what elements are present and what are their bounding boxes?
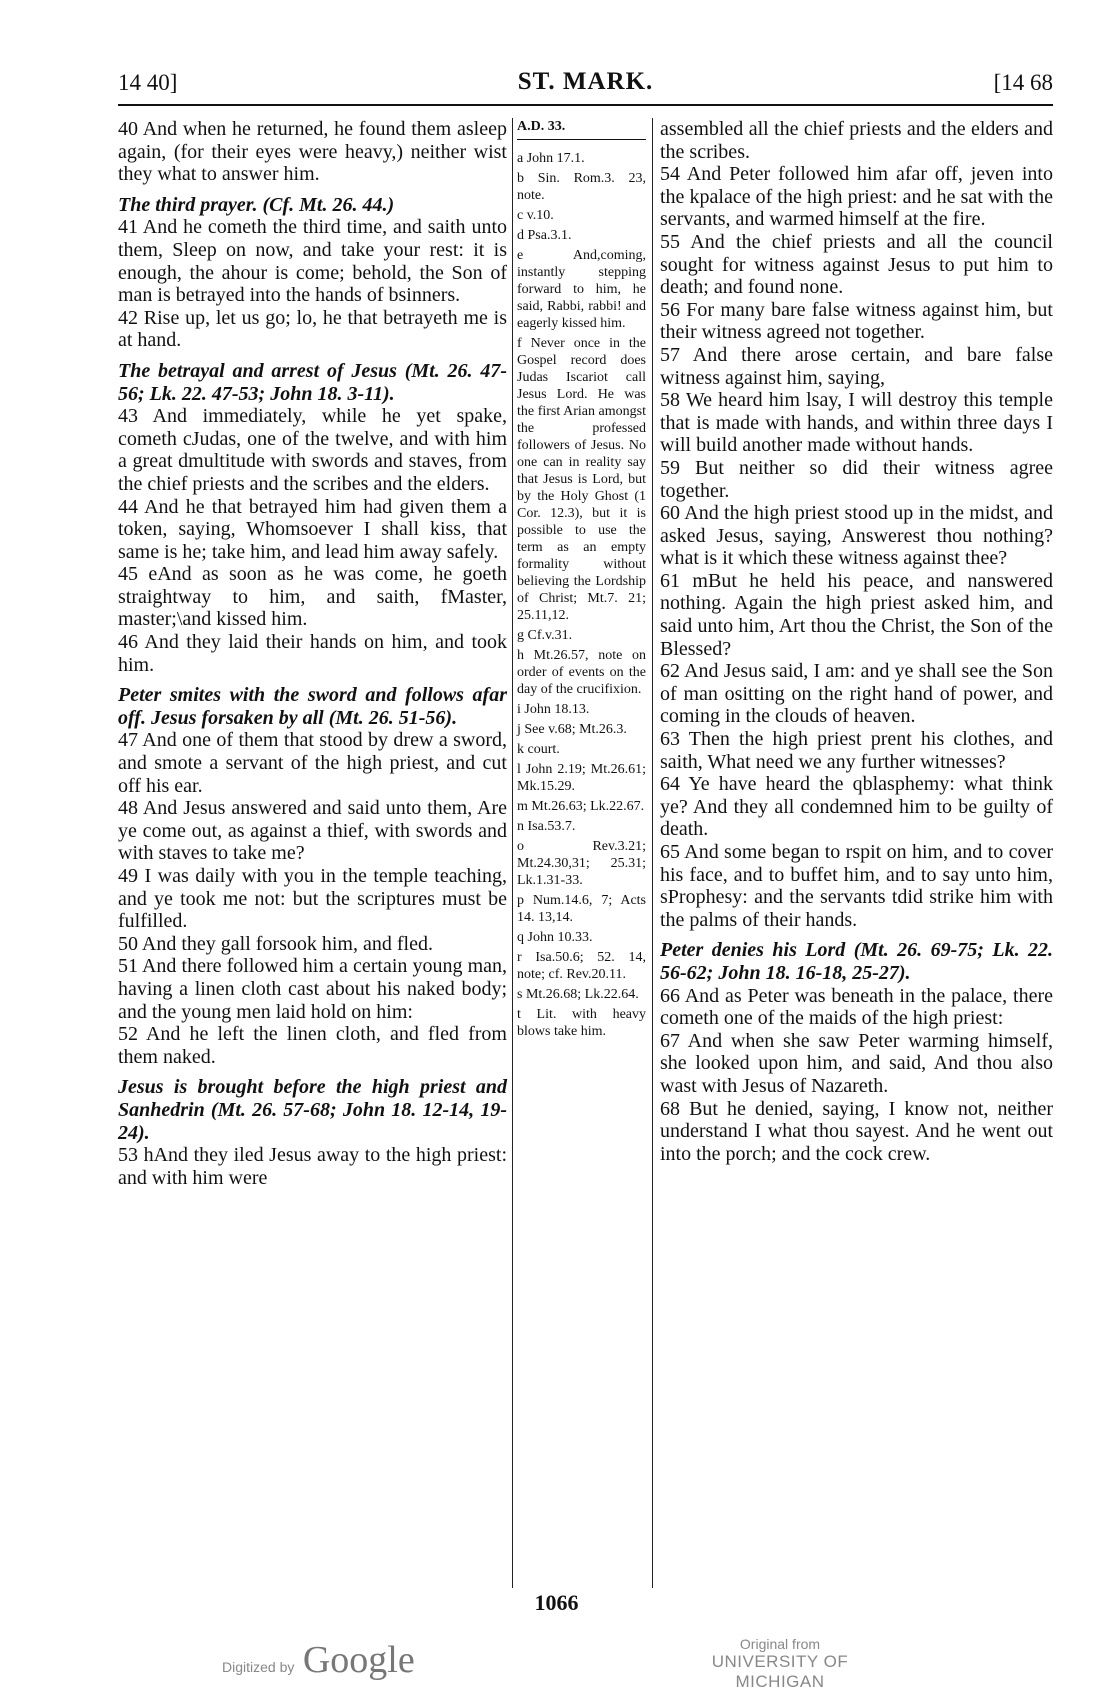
verse-paragraph: 60 And the high priest stood up in the midst, and asked Jesus, saying, Answerest thou nothing? what is it which these witness against thee? — [660, 502, 1053, 570]
margin-note: d Psa.3.1. — [517, 228, 572, 243]
margin-note: q John 10.33. — [517, 930, 593, 945]
verse-paragraph: 41 And he cometh the third time, and saith unto them, Sleep on now, and take your rest: it is enough, the ahour is come; behold, the Son of man is betrayed into the hands of bsinners. — [118, 216, 507, 307]
margin-note: m Mt.26.63; Lk.22.67. — [517, 799, 645, 814]
column-divider-left — [512, 118, 513, 1588]
verse-paragraph: 53 hAnd they iled Jesus away to the high priest: and with him were — [118, 1144, 507, 1189]
running-header — [118, 64, 1053, 104]
header-title: ST. MARK. — [517, 68, 654, 95]
verse-paragraph: 42 Rise up, let us go; lo, he that betrayeth me is at hand. — [118, 306, 507, 352]
verse-paragraph: 51 And there followed him a certain young man, having a linen cloth cast about his naked body; and the young men laid hold on him: — [118, 955, 507, 1023]
right-text-column — [660, 118, 1053, 1165]
margin-note: i John 18.13. — [517, 702, 590, 717]
header-right: [14 68 — [993, 70, 1053, 95]
margin-note: j See v.68; Mt.26.3. — [517, 722, 627, 737]
verse-paragraph: 68 But he denied, saying, I know not, neither understand I what thou sayest. And he went out into the porch; and the cock crew. — [660, 1097, 1053, 1165]
page-number: 1066 — [534, 1590, 579, 1615]
verse-paragraph: 49 I was daily with you in the temple teaching, and ye took me not: but the scriptures must be fulfilled. — [118, 865, 507, 933]
verse-paragraph: 64 Ye have heard the qblasphemy: what think ye? And they all condemned him to be guilty of death. — [660, 773, 1053, 841]
verse-paragraph: 52 And he left the linen cloth, and fled from them naked. — [118, 1023, 507, 1068]
verse-paragraph: 56 For many bare false witness against him, but their witness agreed not together. — [660, 298, 1053, 344]
verse-paragraph: 67 And when she saw Peter warming himself, she looked upon him, and said, And thou also wast with Jesus of Nazareth. — [660, 1029, 1053, 1097]
verse-paragraph: 40 And when he returned, he found them asleep again, (for their eyes were heavy,) neither wist they what to answer him. — [118, 118, 507, 186]
verse-paragraph: 54 And Peter followed him afar off, jeven into the kpalace of the high priest: and he sat with the servants, and warmed himself at the fire. — [660, 163, 1053, 231]
margin-date: A.D. 33. — [517, 118, 646, 140]
margin-note: b Sin. Rom.3. 23, note. — [517, 171, 646, 203]
margin-note: a John 17.1. — [517, 151, 585, 166]
verse-paragraph: assembled all the chief priests and the elders and the scribes. — [660, 118, 1053, 163]
original-from-label: Original from — [739, 1636, 821, 1652]
margin-note: f Never once in the Gospel record does Judas Iscariot call Jesus Lord. He was the first Arian amongst the professed followers of Jesus. No one can in reality say that Jesus is Lord, but by the Holy Ghost (1 Cor. 12.3), but it is possible to use the term as an empty formality without believing the Lordship of Christ; Mt.7. 21; 25.11,12. — [517, 336, 646, 623]
margin-note: h Mt.26.57, note on order of events on the day of the crucifixion. — [517, 648, 646, 697]
margin-notes-column — [517, 118, 646, 1043]
verse-paragraph: 48 And Jesus answered and said unto them, Are ye come out, as against a thief, with swords and with staves to take me? — [118, 797, 507, 865]
verse-paragraph: 65 And some began to rspit on him, and to cover his face, and to buffet him, and to say unto him, sProphesy: and the servants tdid strike him with the palms of their hands. — [660, 841, 1053, 931]
margin-note: p Num.14.6, 7; Acts 14. 13,14. — [517, 893, 646, 925]
original-from — [668, 1636, 892, 1692]
verse-paragraph: 62 And Jesus said, I am: and ye shall see the Son of man ositting on the right hand of power, and coming in the clouds of heaven. — [660, 660, 1053, 728]
digitized-by-google — [222, 1638, 415, 1682]
digitized-label: Digitized by — [222, 1659, 295, 1675]
margin-note: l John 2.19; Mt.26.61; Mk.15.29. — [517, 762, 646, 794]
verse-paragraph: 66 And as Peter was beneath in the palace, there cometh one of the maids of the high priest: — [660, 984, 1053, 1030]
verse-paragraph: 57 And there arose certain, and bare false witness against him, saying, — [660, 343, 1053, 389]
margin-note: c v.10. — [517, 208, 554, 223]
margin-note: r Isa.50.6; 52. 14, note; cf. Rev.20.11. — [517, 950, 646, 982]
section-heading: Peter denies his Lord (Mt. 26. 69-75; Lk. 22. 56-62; John 18. 16-18, 25-27). — [660, 939, 1053, 984]
verse-paragraph: 44 And he that betrayed him had given them a token, saying, Whomsoever I shall kiss, that same is he; take him, and lead him away safely. — [118, 495, 507, 563]
section-heading: The betrayal and arrest of Jesus (Mt. 26. 47-56; Lk. 22. 47-53; John 18. 3-11). — [118, 359, 507, 405]
margin-note: k court. — [517, 742, 560, 757]
verse-paragraph: 46 And they laid their hands on him, and took him. — [118, 631, 507, 676]
verse-paragraph: 63 Then the high priest prent his clothes, and saith, What need we any further witnesses? — [660, 728, 1053, 773]
section-heading: The third prayer. (Cf. Mt. 26. 44.) — [118, 193, 395, 216]
verse-paragraph: 55 And the chief priests and all the council sought for witness against Jesus to put him to death; and found none. — [660, 230, 1053, 299]
header-left: 14 40] — [118, 70, 178, 95]
header-rule — [118, 104, 1053, 106]
margin-note: t Lit. with heavy blows take him. — [517, 1007, 646, 1039]
university-label: UNIVERSITY OF MICHIGAN — [711, 1652, 849, 1691]
verse-paragraph: 43 And immediately, while he yet spake, cometh cJudas, one of the twelve, and with him a great dmultitude with swords and staves, from the chief priests and the scribes and the elders. — [118, 405, 507, 495]
margin-note: o Rev.3.21; Mt.24.30,31; 25.31; Lk.1.31-33. — [517, 839, 646, 888]
verse-paragraph: 50 And they gall forsook him, and fled. — [118, 932, 433, 955]
verse-paragraph: 58 We heard him lsay, I will destroy this temple that is made with hands, and within three days I will build another made without hands. — [660, 389, 1053, 457]
column-divider-right — [652, 118, 653, 1588]
verse-paragraph: 59 But neither so did their witness agree together. — [660, 456, 1053, 502]
section-heading: Jesus is brought before the high priest and Sanhedrin (Mt. 26. 57-68; John 18. 12-14, 19-24). — [118, 1076, 507, 1144]
margin-note: s Mt.26.68; Lk.22.64. — [517, 987, 639, 1002]
section-heading: Peter smites with the sword and follows afar off. Jesus forsaken by all (Mt. 26. 51-56). — [118, 684, 507, 729]
left-text-column — [118, 118, 507, 1189]
margin-note: g Cf.v.31. — [517, 628, 573, 643]
margin-note: n Isa.53.7. — [517, 819, 576, 834]
margin-note: e And,coming, instantly stepping forward to him, he said, Rabbi, rabbi! and eagerly kissed him. — [517, 248, 646, 331]
verse-paragraph: 45 eAnd as soon as he was come, he goeth straightway to him, and saith, fMaster, master;\and kissed him. — [118, 563, 507, 631]
verse-paragraph: 47 And one of them that stood by drew a sword, and smote a servant of the high priest, and cut off his ear. — [118, 729, 507, 797]
verse-paragraph: 61 mBut he held his peace, and nanswered nothing. Again the high priest asked him, and said unto him, Art thou the Christ, the Son of the Blessed? — [660, 569, 1053, 660]
google-logo: Google — [302, 1639, 415, 1681]
